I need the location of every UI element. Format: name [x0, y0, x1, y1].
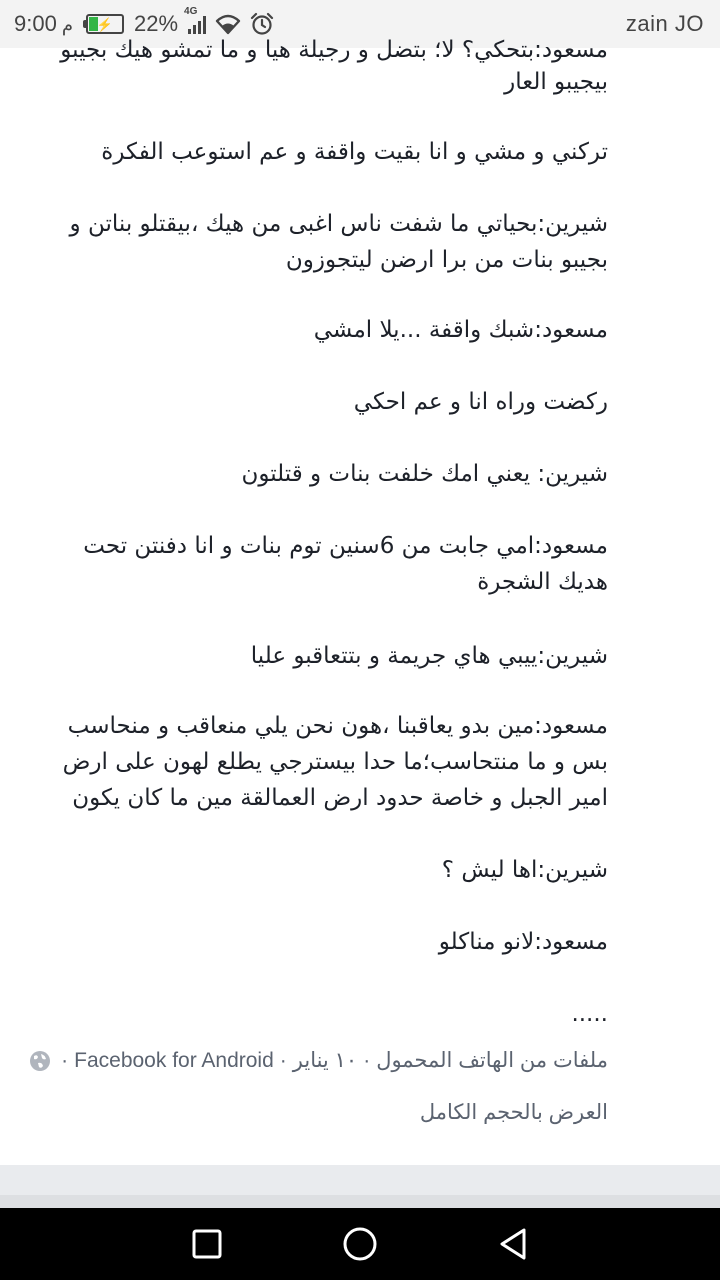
clock-ampm: م: [61, 15, 73, 35]
page-footer-separator: [0, 1165, 720, 1208]
post-paragraph: [48, 924, 608, 960]
post-paragraph: [48, 708, 608, 816]
view-full-size-link[interactable]: العرض بالحجم الكامل: [419, 1101, 608, 1124]
post-paragraph: [48, 456, 608, 492]
battery-percent: 22%: [133, 11, 179, 36]
back-button[interactable]: [491, 1222, 535, 1266]
carrier-name: zain JO: [625, 11, 704, 36]
meta-separator: ·: [363, 1048, 371, 1072]
post-date[interactable]: ١٠ يناير: [292, 1049, 358, 1072]
post-paragraph: [48, 996, 608, 1032]
paragraph-text: شيرين: يعني امك خلفت بنات و قتلتون: [241, 461, 608, 487]
post-paragraph: [48, 852, 608, 888]
post-paragraph: [48, 64, 608, 100]
recent-apps-button[interactable]: [185, 1222, 229, 1266]
meta-separator: ·: [61, 1048, 69, 1072]
clock-time: 9:00: [14, 11, 57, 36]
paragraph-text: ركضت وراه انا و عم احكي: [353, 389, 608, 415]
square-icon: [191, 1228, 223, 1260]
network-type: 4G: [184, 6, 198, 17]
post-meta: [28, 1048, 608, 1073]
globe-icon: [29, 1050, 51, 1072]
post-paragraph: [48, 312, 608, 348]
circle-icon: [342, 1226, 378, 1262]
signal-icon: [184, 6, 206, 34]
paragraph-text: شيرين:بحياتي ما شفت ناس اغبى من هيك ،بيقتلو بناتن و بجيبو بنات من برا ارضن ليتجوزون: [69, 211, 608, 273]
paragraph-text: بيجيبو العار: [504, 69, 608, 95]
home-button[interactable]: [338, 1222, 382, 1266]
post-body: [0, 37, 720, 1165]
paragraph-text: مسعود:مين بدو يعاقبنا ،هون نحن يلي منعاقب و منحاسب بس و ما منتحاسب؛ما حدا بيسترجي يطلع لهون على ارض امير الجبل و خاصة حدود ارض العمالقة مين ما كان يكون: [62, 713, 608, 811]
source-app: Facebook for Android: [74, 1048, 274, 1072]
post-paragraph: [48, 206, 608, 278]
paragraph-text: مسعود:امي جابت من 6سنين توم بنات و انا دفنتن تحت هديك الشجرة: [83, 533, 608, 595]
post-paragraph: [48, 134, 608, 170]
post-paragraph: [48, 528, 608, 600]
meta-separator: ·: [279, 1048, 287, 1072]
navigation-bar: [0, 1208, 720, 1280]
paragraph-text: شيرين:ييبي هاي جريمة و بتتعاقبو عليا: [250, 643, 608, 669]
cut-line-text: مسعود:بتحكي؟ لا؛ بتضل و رجيلة هيا و ما تمشو هيك بجيبو: [60, 37, 608, 63]
paragraph-text: مسعود:لانو مناكلو: [438, 929, 608, 955]
post-paragraph: [48, 638, 608, 674]
paragraph-text: مسعود:شبك واقفة ...يلا امشي: [313, 317, 608, 343]
paragraph-text: شيرين:اها ليش ؟: [441, 857, 608, 883]
post-paragraph: [48, 384, 608, 420]
paragraph-text: تركني و مشي و انا بقيت واقفة و عم استوعب الفكرة: [101, 139, 608, 165]
back-triangle-icon: [497, 1227, 529, 1261]
paragraph-text: .....: [571, 1001, 608, 1027]
post-cut-line: [48, 32, 608, 63]
album-link[interactable]: ملفات من الهاتف المحمول: [376, 1049, 608, 1072]
battery-icon: ⚡: [83, 14, 124, 34]
